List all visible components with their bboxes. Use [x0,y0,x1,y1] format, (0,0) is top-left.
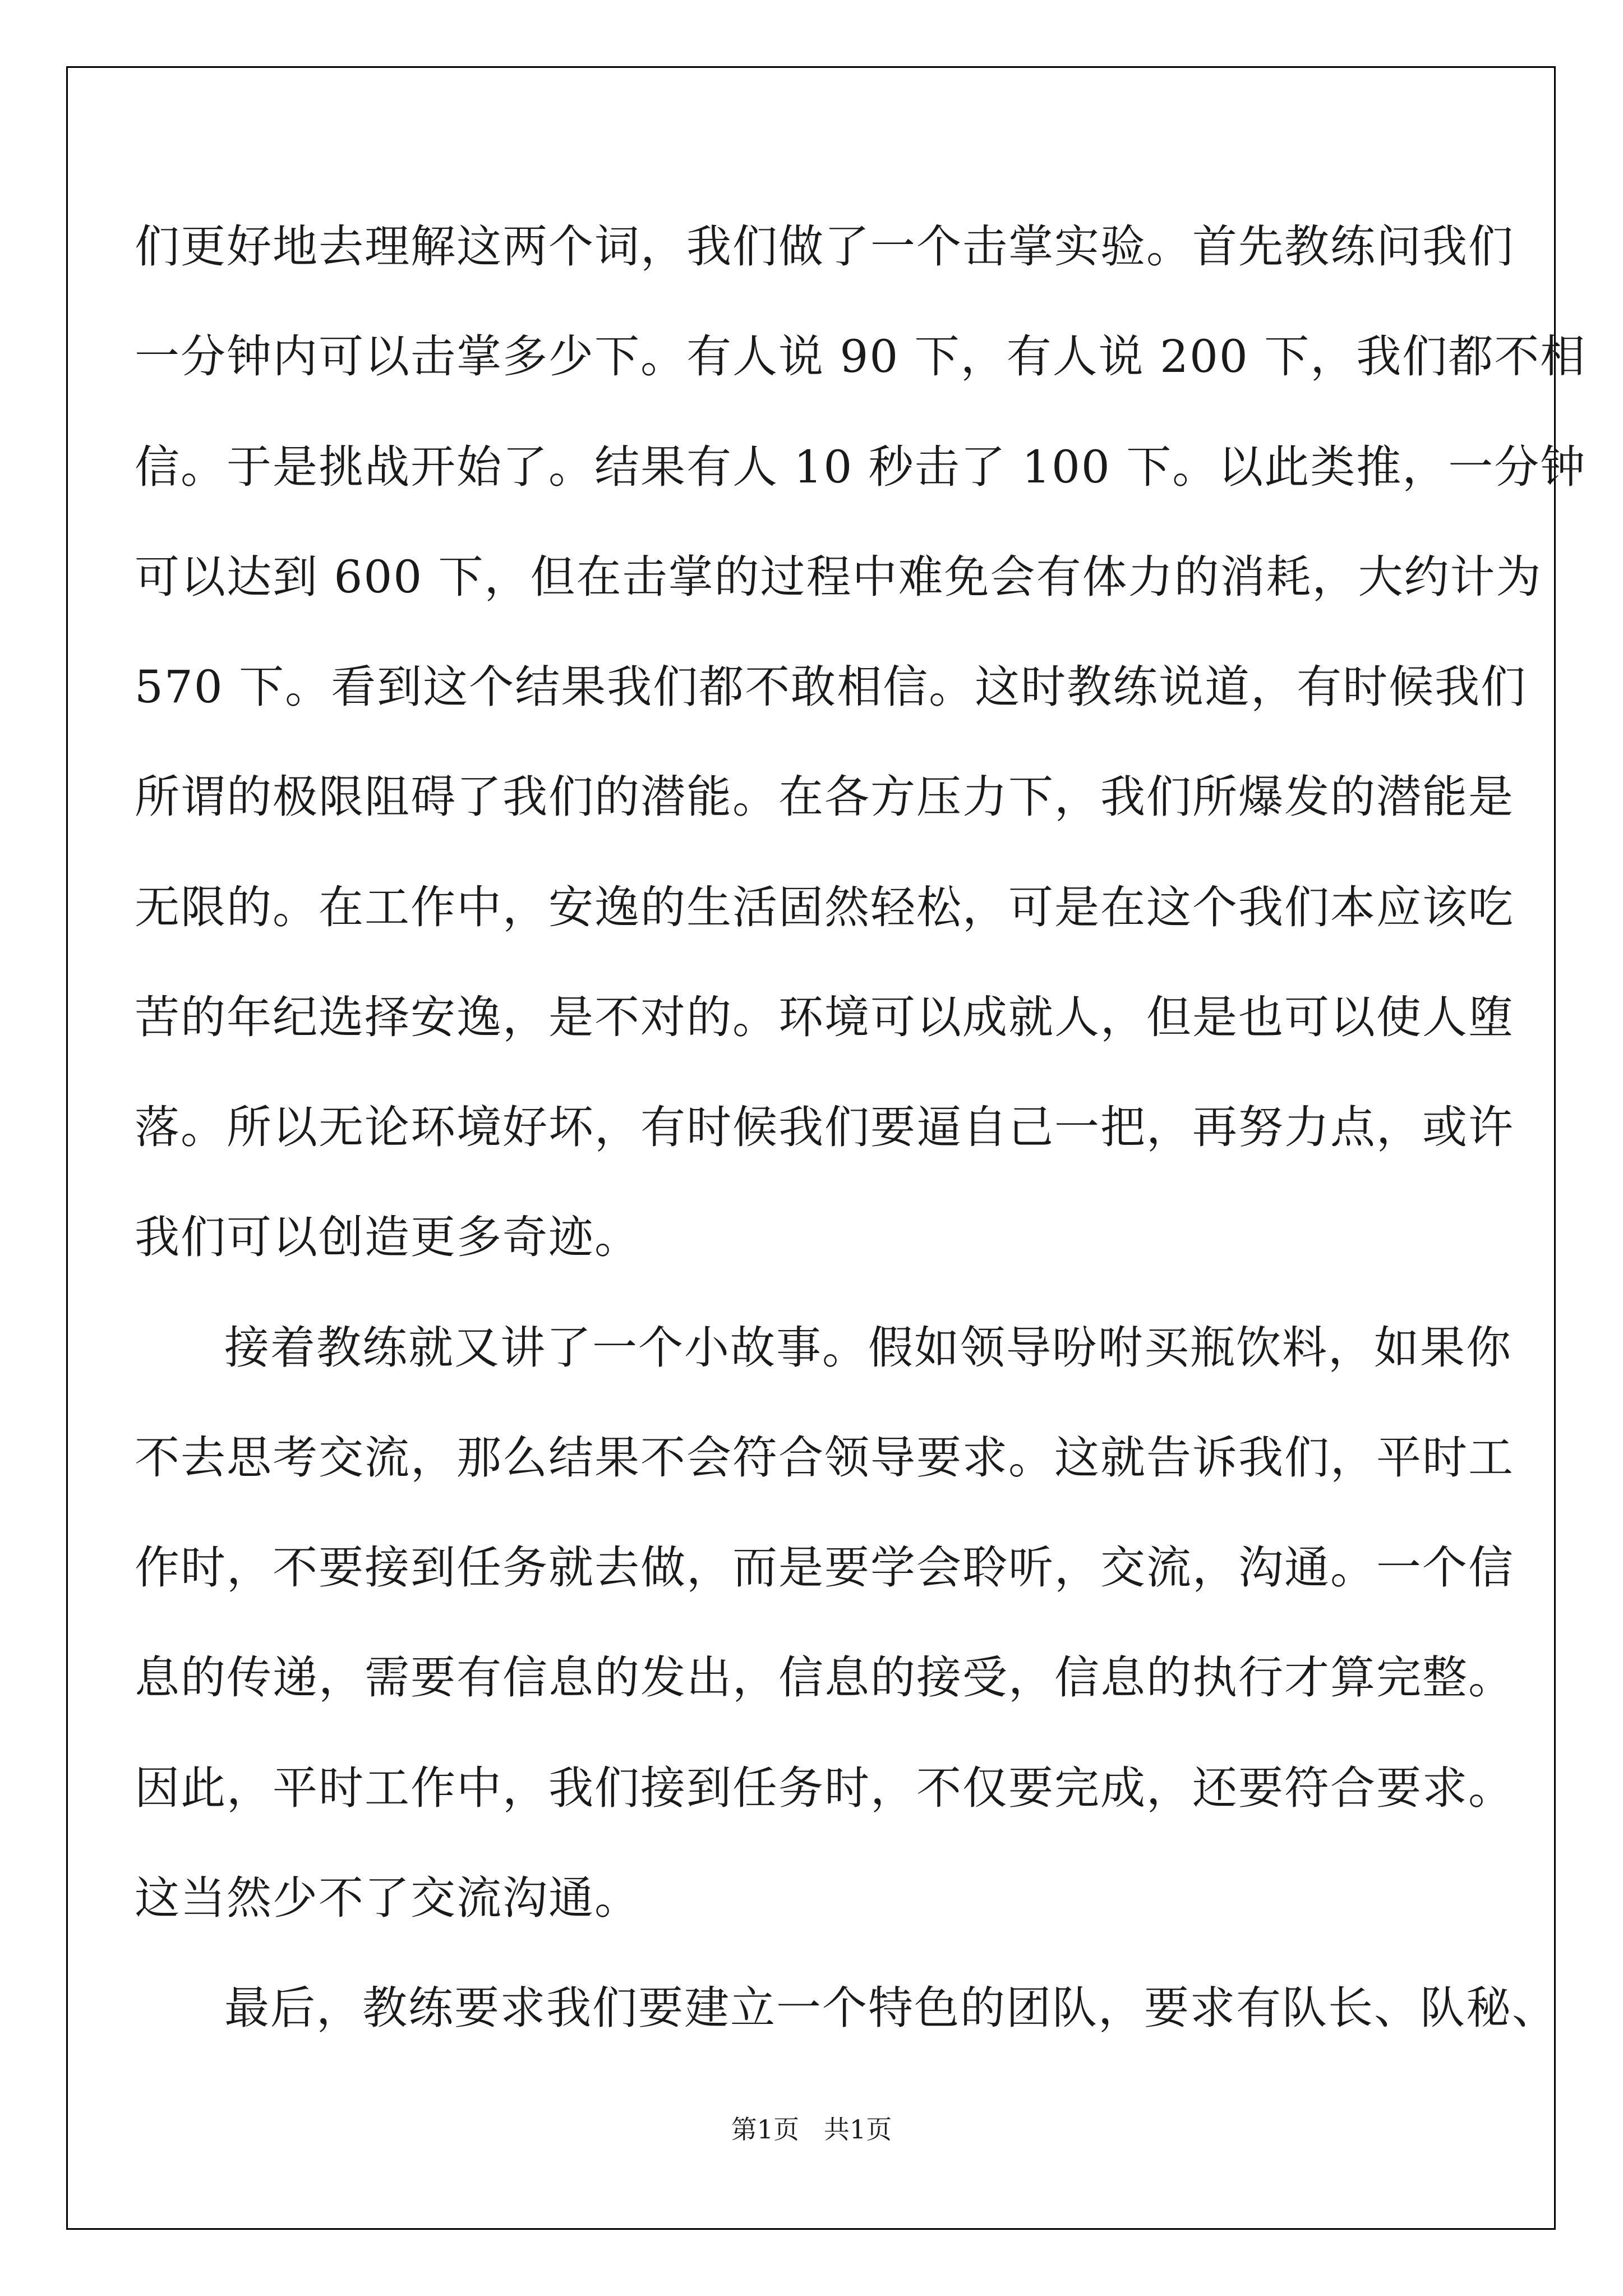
text-line: 苦的年纪选择安逸，是不对的。环境可以成就人，但是也可以使人堕 [135,991,1514,1043]
text-line: 因此，平时工作中，我们接到任务时，不仅要完成，还要符合要求。 [135,1762,1514,1814]
text-line: 信。于是挑战开始了。结果有人 10 秒击了 100 下。以此类推，一分钟 [135,441,1587,493]
paragraph-first-line: 最后，教练要求我们要建立一个特色的团队，要求有队长、队秘、 [224,1982,1558,2034]
text-line: 570 下。看到这个结果我们都不敢相信。这时教练说道，有时候我们 [135,661,1527,713]
text-line: 这当然少不了交流沟通。 [135,1872,640,1924]
paragraph-first-line: 接着教练就又讲了一个小故事。假如领导吩咐买瓶饮料，如果你 [224,1322,1512,1374]
text-line: 作时，不要接到任务就去做，而是要学会聆听，交流，沟通。一个信 [135,1542,1514,1594]
text-line: 无限的。在工作中，安逸的生活固然轻松，可是在这个我们本应该吃 [135,881,1514,933]
text-line: 可以达到 600 下，但在击掌的过程中难免会有体力的消耗，大约计为 [135,551,1542,603]
text-line: 一分钟内可以击掌多少下。有人说 90 下，有人说 200 下，我们都不相 [135,330,1587,383]
text-line: 我们可以创造更多奇迹。 [135,1211,640,1263]
text-line: 息的传递，需要有信息的发出，信息的接受，信息的执行才算完整。 [135,1651,1514,1704]
text-line: 们更好地去理解这两个词，我们做了一个击掌实验。首先教练问我们 [135,220,1514,273]
page-footer: 第1页 共1页 [731,2114,892,2145]
text-line: 所谓的极限阻碍了我们的潜能。在各方压力下，我们所爆发的潜能是 [135,771,1514,823]
text-line: 落。所以无论环境好坏，有时候我们要逼自己一把，再努力点，或许 [135,1101,1514,1153]
text-line: 不去思考交流，那么结果不会符合领导要求。这就告诉我们，平时工 [135,1432,1514,1484]
